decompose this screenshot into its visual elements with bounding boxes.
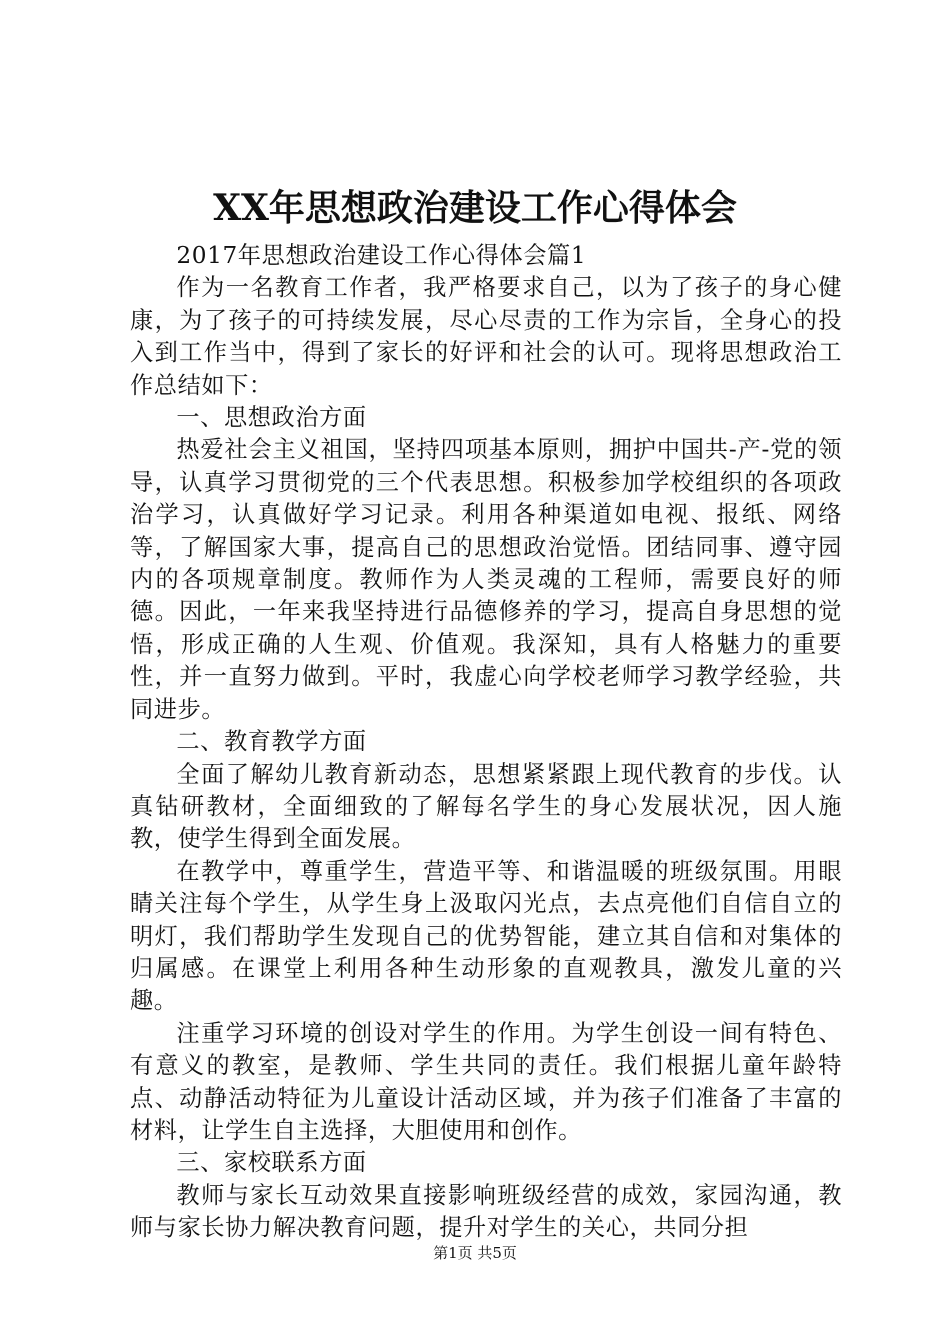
document-body [130, 240, 842, 1245]
paragraph: 注重学习环境的创设对学生的作用。为学生创设一间有特色、有意义的教室，是教师、学生共同的责任。我们根据儿童年龄特点、动静活动特征为儿童设计活动区域，并为孩子们准备了丰富的材料，让学生自主选择，大胆使用和创作。 [130, 1019, 842, 1144]
section-subtitle: 2017年思想政治建设工作心得体会篇1 [176, 242, 587, 269]
section-heading: 二、教育教学方面 [176, 728, 367, 756]
document-title: XX年思想政治建设工作心得体会 [213, 187, 737, 229]
paragraph: 全面了解幼儿教育新动态，思想紧紧跟上现代教育的步伐。认真钻研教材，全面细致的了解每名学生的身心发展状况，因人施教，使学生得到全面发展。 [130, 760, 842, 853]
paragraph: 在教学中，尊重学生，营造平等、和谐温暖的班级氛围。用眼睛关注每个学生，从学生身上汲取闪光点，去点亮他们自信自立的明灯，我们帮助学生发现自己的优势智能，建立其自信和对集体的归属感。在课堂上利用各种生动形象的直观教具，激发儿童的兴趣。 [130, 857, 842, 1015]
section-heading: 三、家校联系方面 [176, 1149, 367, 1177]
paragraph: 教师与家长互动效果直接影响班级经营的成效，家园沟通，教师与家长协力解决教育问题，提升对学生的关心，共同分担 [130, 1181, 842, 1242]
paragraph: 热爱社会主义祖国，坚持四项基本原则，拥护中国共-产-党的领导，认真学习贯彻党的三个代表思想。积极参加学校组织的各项政治学习，认真做好学习记录。利用各种渠道如电视、报纸、网络等，了解国家大事，提高自己的思想政治觉悟。团结同事、遵守园内的各项规章制度。教师作为人类灵魂的工程师，需要良好的师德。因此，一年来我坚持进行品德修养的学习，提高自身思想的觉悟，形成正确的人生观、价值观。我深知，具有人格魅力的重要性，并一直努力做到。平时，我虚心向学校老师学习教学经验，共同进步。 [130, 436, 842, 723]
section-heading: 一、思想政治方面 [176, 404, 367, 432]
page-footer: 第1页 共5页 [433, 1244, 517, 1262]
paragraph: 作为一名教育工作者，我严格要求自己，以为了孩子的身心健康，为了孩子的可持续发展，尽心尽责的工作为宗旨，全身心的投入到工作当中，得到了家长的好评和社会的认可。现将思想政治工作总结如下： [130, 274, 842, 399]
